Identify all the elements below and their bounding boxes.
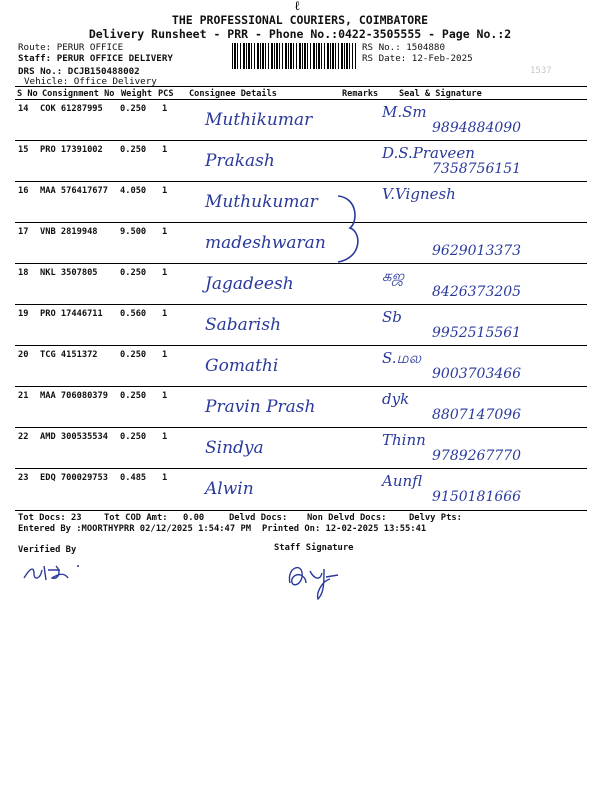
- rs-date: RS Date: 12-Feb-2025: [362, 53, 473, 64]
- company-title: THE PROFESSIONAL COURIERS, COIMBATORE: [171, 13, 429, 27]
- row-pcs: 1: [162, 432, 168, 442]
- handwritten-phone: 9629013373: [432, 243, 522, 259]
- row-consignment: AMD 300535534: [40, 432, 108, 442]
- col-pcs: PCS: [158, 89, 174, 99]
- row-pcs: 1: [162, 186, 168, 196]
- seal-signature: S.மல: [382, 349, 422, 367]
- consignee-name: Sindya: [205, 438, 264, 458]
- header-rule-top: [15, 86, 587, 87]
- col-sno: S No: [17, 89, 38, 99]
- staff-signature: [280, 553, 360, 601]
- row-consignment: COK 61287995: [40, 104, 103, 114]
- row-sno: 15: [18, 145, 29, 155]
- row-sno: 19: [18, 309, 29, 319]
- row-sno: 22: [18, 432, 29, 442]
- tot-cod-label: Tot COD Amt:: [104, 513, 168, 523]
- consignee-name: Sabarish: [205, 315, 282, 335]
- row-consignment: VNB 2819948: [40, 227, 98, 237]
- header-rule-bottom: [15, 99, 587, 100]
- drs-number: DRS No.: DCJB150488002: [18, 66, 140, 77]
- row-divider: [15, 386, 587, 387]
- row-consignment: MAA 706080379: [40, 391, 108, 401]
- handwritten-phone: 7358756151: [432, 161, 522, 177]
- table-rule-bottom: [15, 510, 587, 511]
- consignee-name: Gomathi: [205, 356, 279, 376]
- row-divider: [15, 468, 587, 469]
- row-weight: 0.250: [120, 104, 147, 114]
- handwritten-phone: 9003703466: [432, 366, 522, 382]
- row-divider: [15, 140, 587, 141]
- verified-signature: [22, 560, 82, 586]
- row-divider: [15, 222, 587, 223]
- consignee-name: Jagadeesh: [205, 274, 294, 294]
- delvy-pts: Delvy Pts:: [409, 513, 462, 523]
- verified-by-label: Verified By: [18, 545, 77, 555]
- row-consignment: PRO 17391002: [40, 145, 103, 155]
- row-weight: 0.250: [120, 350, 147, 360]
- row-consignment: NKL 3507805: [40, 268, 98, 278]
- consignee-name: Muthukumar: [205, 192, 318, 212]
- handwritten-phone: 8807147096: [432, 407, 522, 423]
- row-sno: 18: [18, 268, 29, 278]
- staff-signature-label: Staff Signature: [274, 543, 354, 553]
- handwritten-phone: 9894884090: [432, 120, 522, 136]
- row-consignment: PRO 17446711: [40, 309, 103, 319]
- non-delvd-docs: Non Delvd Docs:: [307, 513, 387, 523]
- top-mark: ℓ: [294, 0, 301, 14]
- handwritten-phone: 9789267770: [432, 448, 522, 464]
- seal-signature: dyk: [382, 390, 410, 408]
- seal-signature: V.Vignesh: [382, 185, 456, 203]
- tot-cod-amount: 0.00: [183, 513, 205, 523]
- row-sno: 21: [18, 391, 29, 401]
- seal-signature: M.Sm: [382, 103, 427, 121]
- row-pcs: 1: [162, 473, 168, 483]
- row-pcs: 1: [162, 391, 168, 401]
- seal-signature: D.S.Praveen: [382, 144, 475, 162]
- consignee-name: Pravin Prash: [205, 397, 316, 417]
- row-weight: 0.485: [120, 473, 147, 483]
- consignee-name: Muthikumar: [205, 110, 313, 130]
- vehicle-text: Vehicle: Office Delivery: [24, 76, 157, 87]
- row-weight: 0.250: [120, 391, 147, 401]
- row-weight: 0.250: [120, 268, 147, 278]
- row-consignment: MAA 576417677: [40, 186, 108, 196]
- handwritten-phone: 8426373205: [432, 284, 522, 300]
- bracket-mark: [332, 192, 366, 266]
- row-sno: 20: [18, 350, 29, 360]
- row-weight: 9.500: [120, 227, 147, 237]
- consignee-name: Alwin: [205, 479, 254, 499]
- row-divider: [15, 263, 587, 264]
- seal-signature: Thinn: [382, 431, 426, 449]
- seal-signature: Aunfl: [382, 472, 423, 490]
- row-sno: 14: [18, 104, 29, 114]
- delvd-docs: Delvd Docs:: [229, 513, 288, 523]
- seal-signature: கஜ: [382, 267, 405, 285]
- row-sno: 16: [18, 186, 29, 196]
- row-pcs: 1: [162, 309, 168, 319]
- row-sno: 23: [18, 473, 29, 483]
- consignee-name: madeshwaran: [205, 233, 326, 253]
- runsheet-subtitle: Delivery Runsheet - PRR - Phone No.:0422-3505555 - Page No.:2: [88, 27, 512, 41]
- faint-mark: 1537: [530, 66, 552, 76]
- consignee-name: Prakash: [205, 151, 275, 171]
- staff-text: Staff: PERUR OFFICE DELIVERY: [18, 53, 173, 64]
- row-sno: 17: [18, 227, 29, 237]
- row-pcs: 1: [162, 350, 168, 360]
- row-pcs: 1: [162, 104, 168, 114]
- row-pcs: 1: [162, 145, 168, 155]
- col-seal-signature: Seal & Signature: [399, 89, 482, 99]
- row-weight: 0.250: [120, 145, 147, 155]
- col-consignee: Consignee Details: [189, 89, 277, 99]
- route-text: Route: PERUR OFFICE: [18, 42, 124, 53]
- row-weight: 0.560: [120, 309, 147, 319]
- row-consignment: TCG 4151372: [40, 350, 98, 360]
- row-pcs: 1: [162, 268, 168, 278]
- handwritten-phone: 9150181666: [432, 489, 522, 505]
- row-pcs: 1: [162, 227, 168, 237]
- rs-number: RS No.: 1504880: [362, 42, 445, 53]
- row-weight: 0.250: [120, 432, 147, 442]
- col-remarks: Remarks: [342, 89, 379, 99]
- barcode: [232, 43, 356, 69]
- row-weight: 4.050: [120, 186, 147, 196]
- col-weight: Weight: [121, 89, 153, 99]
- col-consignment: Consignment No: [42, 89, 115, 99]
- tot-docs: Tot Docs: 23: [18, 513, 82, 523]
- printed-on: Printed On: 12-02-2025 13:55:41: [262, 524, 427, 534]
- row-divider: [15, 345, 587, 346]
- entered-by: Entered By :MOORTHYPRR 02/12/2025 1:54:47 PM: [18, 524, 252, 534]
- seal-signature: Sb: [382, 308, 402, 326]
- row-divider: [15, 304, 587, 305]
- handwritten-phone: 9952515561: [432, 325, 522, 341]
- row-consignment: EDQ 700029753: [40, 473, 108, 483]
- row-divider: [15, 181, 587, 182]
- row-divider: [15, 427, 587, 428]
